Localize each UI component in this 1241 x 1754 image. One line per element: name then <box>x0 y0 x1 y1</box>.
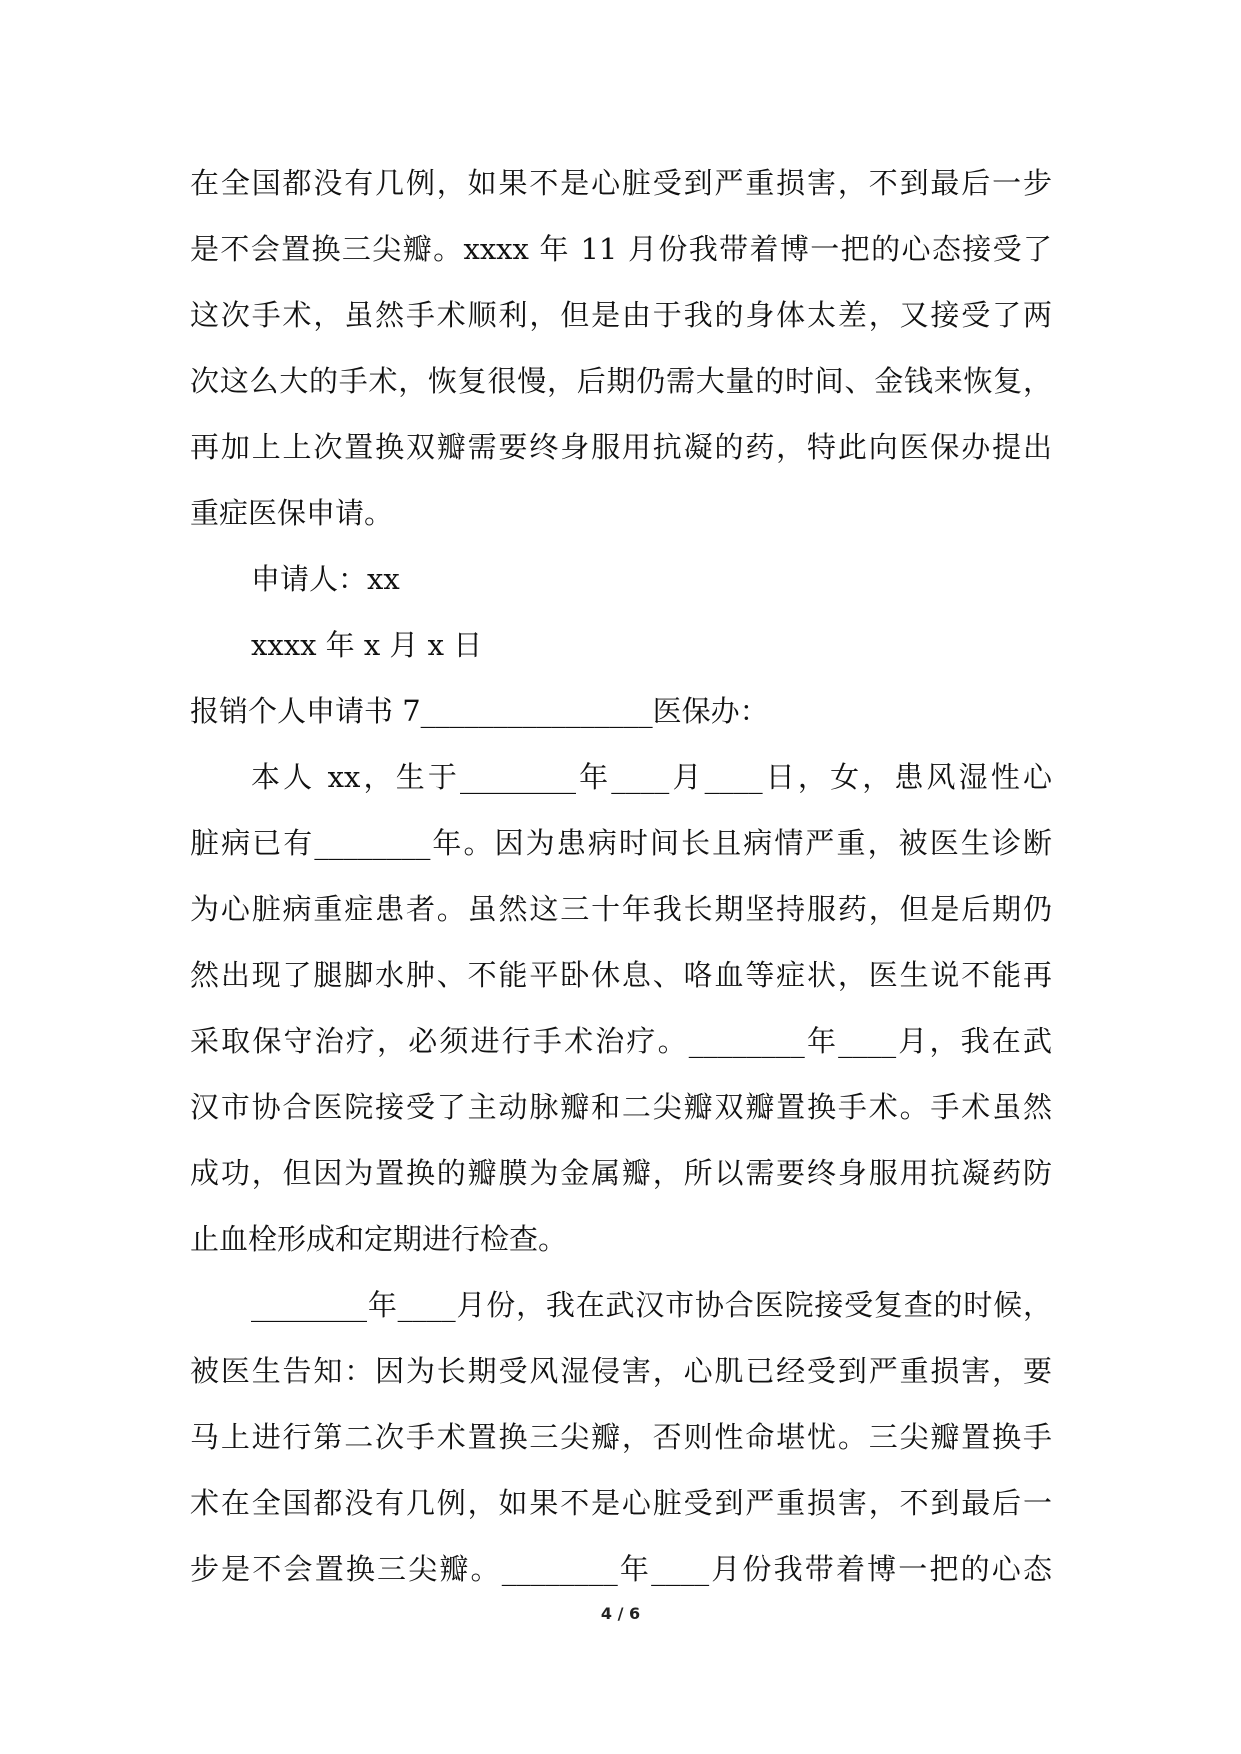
body-line-13: 然出现了腿脚水肿、不能平卧休息、咯血等症状，医生说不能再 <box>190 958 1052 992</box>
date-line: xxxx 年 x 月 x 日 <box>251 628 483 662</box>
body-line-12: 为心脏病重症患者。虽然这三十年我长期坚持服药，但是后期仍 <box>190 892 1052 926</box>
document-body <box>190 150 1052 1602</box>
section-heading: 报销个人申请书 7________________医保办： <box>190 694 769 728</box>
body-line-17: 止血栓形成和定期进行检查。 <box>190 1222 568 1256</box>
body-line-2: 是不会置换三尖瓣。xxxx 年 11 月份我带着博一把的心态接受了 <box>190 232 1052 266</box>
body-line-19: 被医生告知：因为长期受风湿侵害，心肌已经受到严重损害，要 <box>190 1354 1052 1388</box>
body-line-11: 脏病已有________年。因为患病时间长且病情严重，被医生诊断 <box>190 826 1052 860</box>
body-line-22: 步是不会置换三尖瓣。________年____月份我带着博一把的心态 <box>190 1552 1052 1586</box>
body-line-14: 采取保守治疗，必须进行手术治疗。________年____月，我在武 <box>190 1024 1052 1058</box>
body-line-5: 再加上上次置换双瓣需要终身服用抗凝的药，特此向医保办提出 <box>190 430 1052 464</box>
applicant-line: 申请人：xx <box>251 562 400 596</box>
body-line-10: 本人 xx，生于________年____月____日，女，患风湿性心 <box>251 760 1052 794</box>
body-line-16: 成功，但因为置换的瓣膜为金属瓣，所以需要终身服用抗凝药防 <box>190 1156 1052 1190</box>
body-line-20: 马上进行第二次手术置换三尖瓣，否则性命堪忧。三尖瓣置换手 <box>190 1420 1052 1454</box>
body-line-1: 在全国都没有几例，如果不是心脏受到严重损害，不到最后一步 <box>190 166 1052 200</box>
body-line-3: 这次手术，虽然手术顺利，但是由于我的身体太差，又接受了两 <box>190 298 1052 332</box>
body-line-15: 汉市协合医院接受了主动脉瓣和二尖瓣双瓣置换手术。手术虽然 <box>190 1090 1052 1124</box>
body-line-18: ________年____月份，我在武汉市协合医院接受复查的时候， <box>251 1288 1052 1322</box>
body-line-21: 术在全国都没有几例，如果不是心脏受到严重损害，不到最后一 <box>190 1486 1052 1520</box>
body-line-4: 次这么大的手术，恢复很慢，后期仍需大量的时间、金钱来恢复， <box>190 364 1052 398</box>
body-line-6: 重症医保申请。 <box>190 496 394 530</box>
page-number: 4 / 6 <box>600 1604 641 1623</box>
